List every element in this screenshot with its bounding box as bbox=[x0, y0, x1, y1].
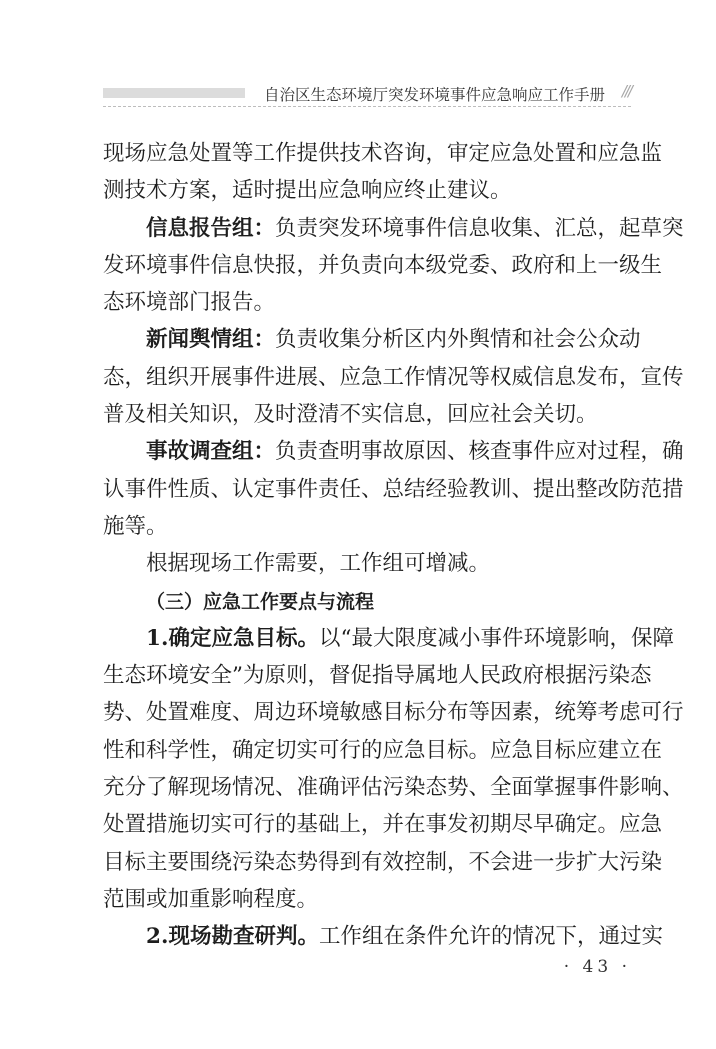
text-line: 性和科学性，确定切实可行的应急目标。应急目标应建立在 bbox=[103, 737, 663, 763]
text-line: 测技术方案，适时提出应急响应终止建议。 bbox=[103, 178, 512, 204]
text-line: 态，组织开展事件进展、应急工作情况等权威信息发布，宣传 bbox=[103, 364, 684, 390]
group-label: 事故调查组： bbox=[146, 439, 276, 465]
text-line: 态环境部门报告。 bbox=[103, 290, 276, 316]
header-title: 自治区生态环境厅突发环境事件应急响应工作手册 bbox=[263, 86, 605, 104]
text-line: 充分了解现场情况、准确评估污染态势、全面掌握事件影响、 bbox=[103, 775, 684, 801]
group-label: 新闻舆情组： bbox=[146, 327, 276, 353]
paragraph-site-survey: 2.现场勘查研判。工作组在条件允许的情况下，通过实 bbox=[146, 924, 663, 950]
text-line: 施等。 bbox=[103, 513, 168, 539]
text-line: 势、处置难度、周边环境敏感目标分布等因素，统筹考虑可行 bbox=[103, 700, 684, 726]
page-number: · 43 · bbox=[563, 957, 631, 977]
header-bar bbox=[103, 88, 245, 98]
paragraph-adjustment: 根据现场工作需要，工作组可增减。 bbox=[146, 551, 491, 577]
text-line: 普及相关知识，及时澄清不实信息，回应社会关切。 bbox=[103, 402, 598, 428]
text-line: 生态环境安全”为原则，督促指导属地人民政府根据污染态 bbox=[103, 663, 652, 689]
text-line: 范围或加重影响程度。 bbox=[103, 886, 319, 912]
text-line: 现场应急处置等工作提供技术咨询，审定应急处置和应急监 bbox=[103, 141, 663, 166]
text-line: 处置措施切实可行的基础上，并在事发初期尽早确定。应急 bbox=[103, 812, 663, 838]
paragraph-news-opinion: 新闻舆情组：负责收集分析区内外舆情和社会公众动 bbox=[146, 327, 641, 353]
header-slashes: /// bbox=[621, 82, 631, 100]
paragraph-accident-investigation: 事故调查组：负责查明事故原因、核查事件应对过程，确 bbox=[146, 439, 684, 465]
header-divider bbox=[103, 106, 631, 107]
paragraph-info-report: 信息报告组：负责突发环境事件信息收集、汇总，起草突 bbox=[146, 215, 684, 241]
text-line: 发环境事件信息快报，并负责向本级党委、政府和上一级生 bbox=[103, 252, 663, 278]
body-text bbox=[103, 135, 684, 956]
running-header bbox=[103, 80, 631, 108]
item-label: 2.现场勘查研判。 bbox=[146, 924, 319, 950]
text-line: 目标主要围绕污染态势得到有效控制，不会进一步扩大污染 bbox=[103, 849, 663, 875]
paragraph-determine-target: 1.确定应急目标。以“最大限度减小事件环境影响，保障 bbox=[146, 625, 674, 651]
item-label: 1.确定应急目标。 bbox=[146, 625, 319, 651]
text-line: 认事件性质、认定事件责任、总结经验教训、提出整改防范措 bbox=[103, 476, 684, 502]
group-label: 信息报告组： bbox=[146, 215, 276, 241]
section-heading: （三）应急工作要点与流程 bbox=[146, 590, 375, 613]
